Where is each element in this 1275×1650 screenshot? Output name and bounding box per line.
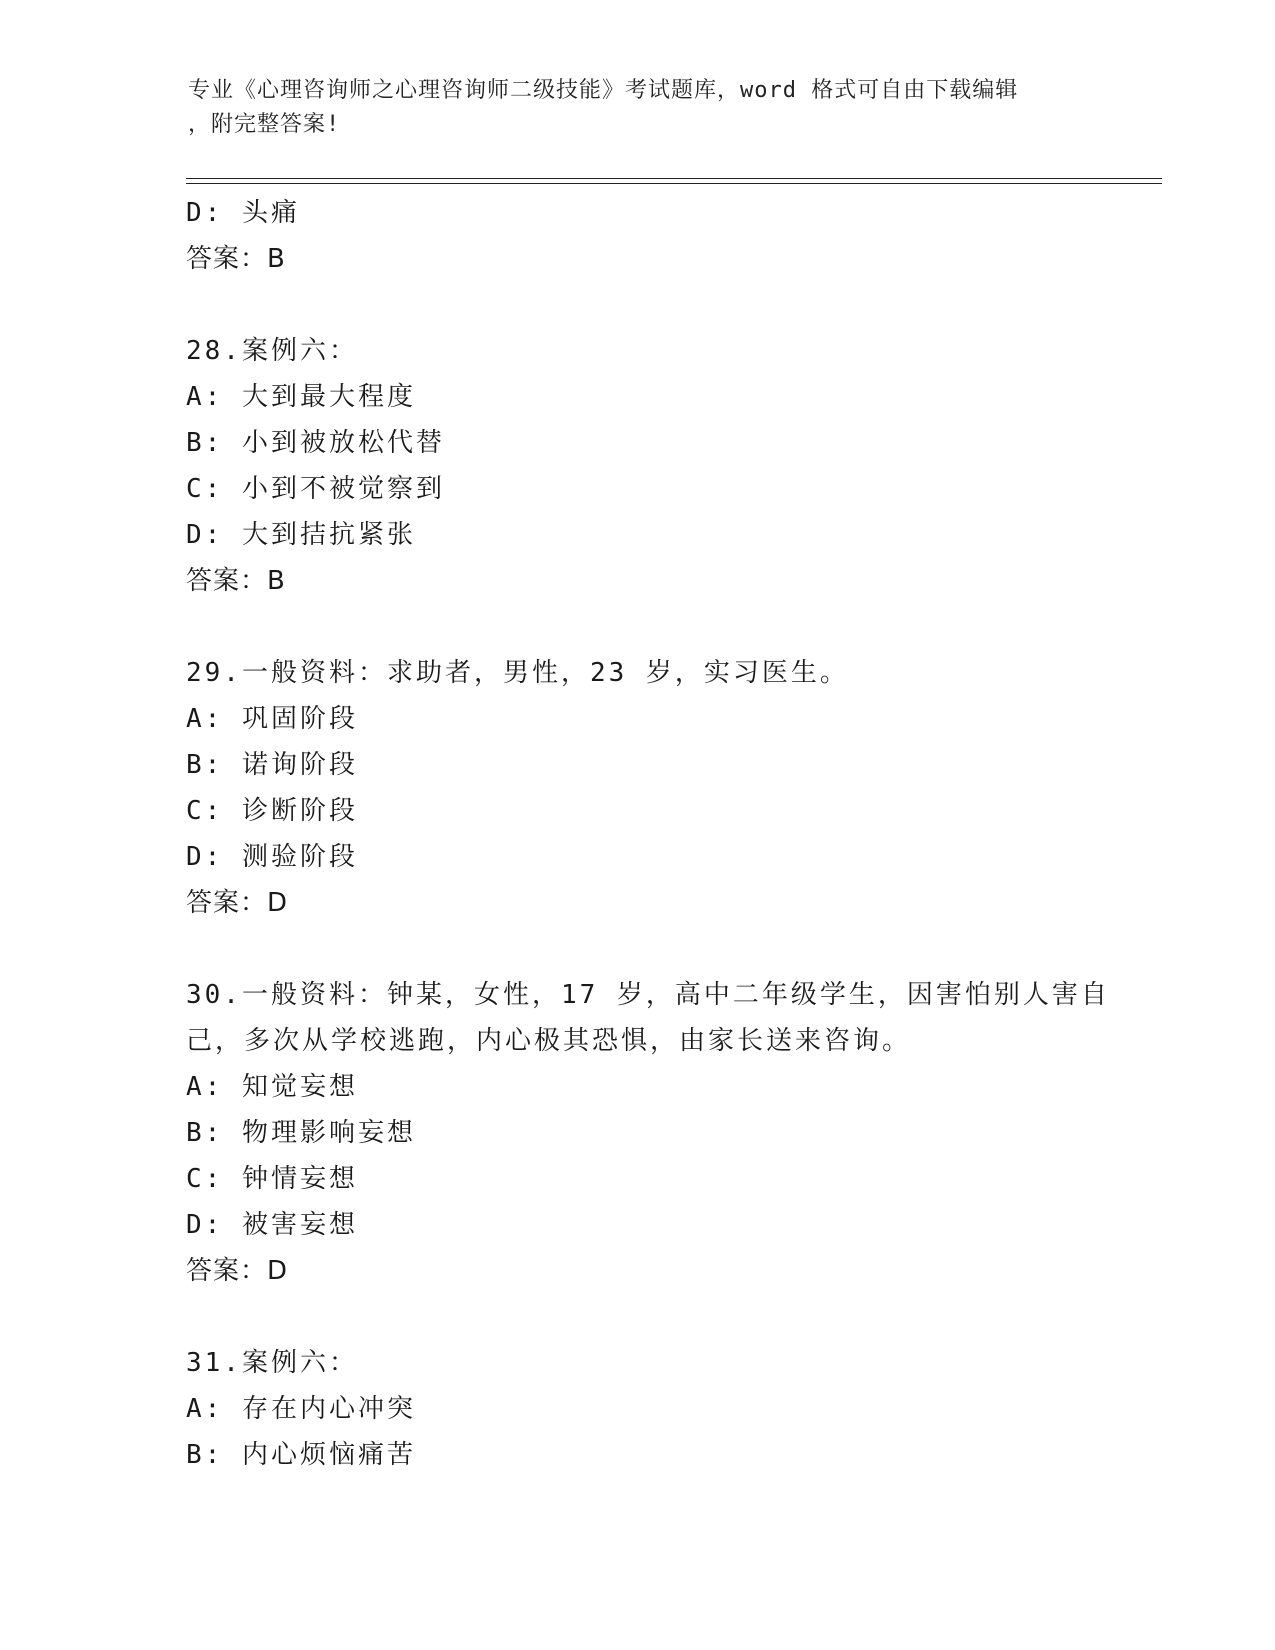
header-divider-bottom: [186, 183, 1162, 184]
header-title-line2: ，附完整答案!: [188, 112, 341, 137]
spacer: [186, 926, 1106, 972]
question-stem-continued: 己，多次从学校逃跑，内心极其恐惧，由家长送来咨询。: [186, 1026, 912, 1056]
option-b: B: 内心烦恼痛苦: [186, 1440, 416, 1470]
question-list: [186, 190, 1110, 1478]
option-c: C: 诊断阶段: [186, 796, 358, 826]
question-stem: 28.案例六：: [186, 336, 358, 366]
option-d: D: 头痛: [186, 198, 300, 228]
question-28: [186, 328, 1106, 604]
option-d: D: 测验阶段: [186, 842, 358, 872]
spacer: [186, 282, 1106, 328]
option-c: C: 小到不被觉察到: [186, 474, 445, 504]
question-stem: 29.一般资料：求助者，男性，23 岁，实习医生。: [186, 658, 849, 688]
question-stem: 31.案例六：: [186, 1348, 358, 1378]
option-a: A: 知觉妄想: [186, 1072, 358, 1102]
option-a: A: 巩固阶段: [186, 704, 358, 734]
option-d: D: 被害妄想: [186, 1210, 358, 1240]
option-d: D: 大到拮抗紧张: [186, 520, 416, 550]
spacer: [186, 1294, 1106, 1340]
document-header: [188, 74, 1088, 142]
option-b: B: 物理影响妄想: [186, 1118, 416, 1148]
answer-line: 答案：D: [186, 888, 289, 918]
header-divider-top: [186, 178, 1162, 179]
question-31: [186, 1340, 1106, 1478]
question-stem: 30.一般资料：钟某，女性，17 岁，高中二年级学生，因害怕别人害自: [186, 980, 1110, 1010]
answer-line: 答案：B: [186, 244, 286, 274]
option-b: B: 诺询阶段: [186, 750, 358, 780]
question-30: [186, 972, 1110, 1294]
answer-line: 答案：B: [186, 566, 286, 596]
header-title-line1: 专业《心理咨询师之心理咨询师二级技能》考试题库，word 格式可自由下载编辑: [188, 78, 1019, 103]
option-c: C: 钟情妄想: [186, 1164, 358, 1194]
option-a: A: 存在内心冲突: [186, 1394, 416, 1424]
answer-line: 答案：D: [186, 1256, 289, 1286]
question-29: [186, 650, 1106, 926]
option-a: A: 大到最大程度: [186, 382, 416, 412]
option-b: B: 小到被放松代替: [186, 428, 445, 458]
spacer: [186, 604, 1106, 650]
